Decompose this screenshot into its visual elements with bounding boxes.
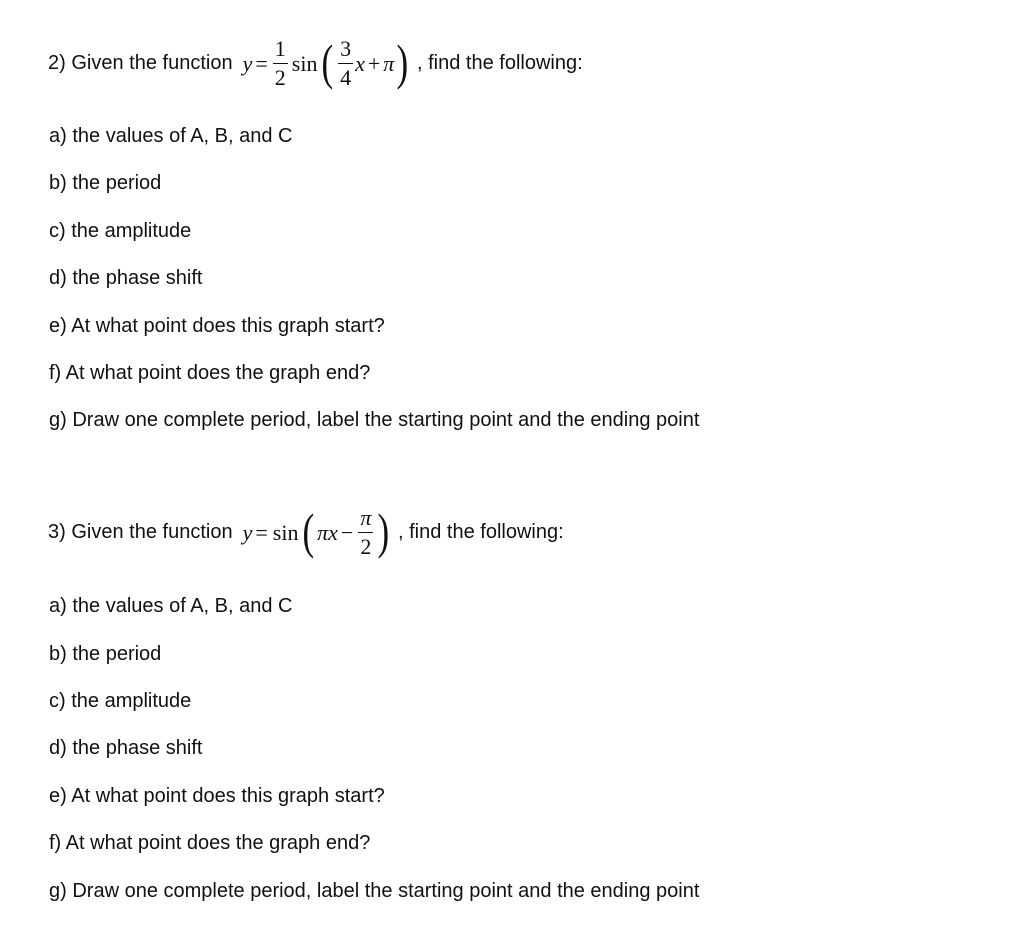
part-c: c) the amplitude <box>49 690 192 712</box>
part-g: g) Draw one complete period, label the starting point and the ending point <box>49 880 700 902</box>
left-paren: ( <box>302 502 315 559</box>
coefficient-fraction <box>273 38 288 89</box>
part-d: d) the phase shift <box>49 267 203 289</box>
part-b: b) the period <box>49 643 162 665</box>
eq-pi-x: πx <box>317 519 338 545</box>
part-a: a) the values of A, B, and C <box>49 595 293 617</box>
problem-3-header <box>48 502 564 559</box>
eq-x: x <box>355 50 365 76</box>
eq-pi: π <box>383 50 395 76</box>
eq-sin: sin <box>291 50 318 76</box>
problem-number: 2) <box>48 52 66 74</box>
equation <box>242 502 392 559</box>
eq-y: y <box>242 519 253 545</box>
eq-sin: sin <box>272 519 299 545</box>
coefficient-denominator: 2 <box>274 65 286 90</box>
problem-intro: Given the function <box>71 521 233 543</box>
inner-fraction <box>358 507 373 558</box>
problem-intro: Given the function <box>71 52 233 74</box>
inner-numerator: π <box>358 507 373 533</box>
right-paren: ) <box>396 33 409 90</box>
part-f: f) At what point does the graph end? <box>49 362 371 384</box>
part-g: g) Draw one complete period, label the starting point and the ending point <box>49 409 700 431</box>
problem-2-header <box>48 33 583 90</box>
coefficient-numerator: 1 <box>273 38 288 64</box>
problem-tail: , find the following: <box>398 521 564 543</box>
inner-numerator: 3 <box>338 38 353 64</box>
left-paren: ( <box>321 33 334 90</box>
inner-denominator: 4 <box>340 65 352 90</box>
problem-tail: , find the following: <box>416 52 583 74</box>
part-c: c) the amplitude <box>49 220 192 242</box>
problem-number: 3) <box>48 521 66 543</box>
inner-denominator: 2 <box>360 534 372 559</box>
part-b: b) the period <box>49 172 162 194</box>
eq-equals: = <box>255 50 268 76</box>
equation <box>242 33 411 90</box>
eq-equals: = <box>255 519 268 545</box>
part-f: f) At what point does the graph end? <box>49 832 371 854</box>
right-paren: ) <box>377 502 390 559</box>
part-a: a) the values of A, B, and C <box>49 125 293 147</box>
eq-y: y <box>242 50 253 76</box>
eq-minus: − <box>340 519 354 545</box>
inner-fraction <box>338 38 353 89</box>
part-e: e) At what point does this graph start? <box>49 785 385 807</box>
part-d: d) the phase shift <box>49 737 203 759</box>
eq-plus: + <box>367 50 381 76</box>
part-e: e) At what point does this graph start? <box>49 315 385 337</box>
